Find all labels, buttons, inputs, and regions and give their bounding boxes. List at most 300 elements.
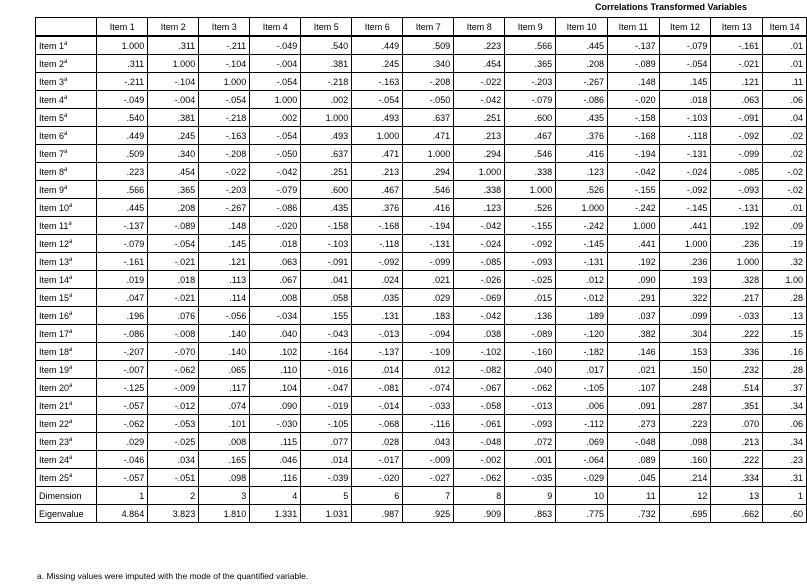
table-cell: -.203 <box>199 181 250 199</box>
table-cell: -.013 <box>505 397 556 415</box>
table-cell: .441 <box>659 217 711 235</box>
table-cell: -.054 <box>148 235 199 253</box>
row-label: Item 11 <box>39 220 69 231</box>
table-cell: -.208 <box>403 73 454 91</box>
table-cell: .909 <box>454 505 505 523</box>
table-cell: -.062 <box>454 469 505 487</box>
table-cell: .251 <box>301 163 352 181</box>
table-cell: 6 <box>352 487 403 505</box>
row-label: Item 6 <box>39 130 65 141</box>
table-cell: .145 <box>199 235 250 253</box>
table-cell: 7 <box>403 487 454 505</box>
column-header: Item 8 <box>454 18 505 37</box>
table-cell: -.016 <box>301 361 352 379</box>
table-cell: -.020 <box>352 469 403 487</box>
table-cell: .208 <box>148 199 199 217</box>
table-cell: .28 <box>763 289 807 307</box>
table-cell: .040 <box>505 361 556 379</box>
row-label: Item 9 <box>39 184 65 195</box>
table-cell: -.048 <box>607 433 659 451</box>
table-cell: .002 <box>250 109 301 127</box>
column-header: Item 7 <box>403 18 454 37</box>
table-cell: -.089 <box>607 55 659 73</box>
table-cell: -.012 <box>148 397 199 415</box>
table-cell: .123 <box>454 199 505 217</box>
table-cell: .001 <box>505 451 556 469</box>
table-cell: 1.00 <box>763 271 807 289</box>
table-cell: 1.000 <box>505 181 556 199</box>
table-cell: -.033 <box>403 397 454 415</box>
table-cell: .566 <box>505 36 556 55</box>
table-cell: -.103 <box>301 235 352 253</box>
row-header <box>36 235 97 253</box>
table-cell: -.074 <box>403 379 454 397</box>
table-cell: .471 <box>403 127 454 145</box>
table-cell: -.033 <box>711 307 763 325</box>
table-cell: -.057 <box>97 397 148 415</box>
table-cell: -.070 <box>148 343 199 361</box>
table-cell: .065 <box>199 361 250 379</box>
table-cell: -.163 <box>352 73 403 91</box>
table-cell: -.155 <box>505 217 556 235</box>
table-row <box>36 199 807 217</box>
footnote-marker: a <box>64 130 68 137</box>
table-cell: 9 <box>505 487 556 505</box>
table-cell: .15 <box>763 325 807 343</box>
table-cell: 4.864 <box>97 505 148 523</box>
table-cell: .294 <box>403 163 454 181</box>
table-cell: .018 <box>250 235 301 253</box>
table-cell: -.021 <box>148 289 199 307</box>
row-header <box>36 163 97 181</box>
table-cell: -.056 <box>199 307 250 325</box>
table-cell: -.027 <box>403 469 454 487</box>
row-label: Item 19 <box>39 364 70 375</box>
column-header: Item 12 <box>659 18 711 37</box>
table-cell: .11 <box>763 73 807 91</box>
row-header <box>36 505 97 523</box>
table-cell: -.099 <box>711 145 763 163</box>
table-cell: .150 <box>659 361 711 379</box>
footnote-marker: a <box>68 220 72 227</box>
table-cell: -.131 <box>711 199 763 217</box>
row-header <box>36 91 97 109</box>
row-header <box>36 199 97 217</box>
table-cell: -.079 <box>250 181 301 199</box>
table-cell: -.039 <box>301 469 352 487</box>
table-cell: .008 <box>199 433 250 451</box>
table-cell: -.081 <box>352 379 403 397</box>
table-cell: .107 <box>607 379 659 397</box>
table-cell: -.208 <box>199 145 250 163</box>
table-cell: 1.000 <box>454 163 505 181</box>
table-cell: -.267 <box>556 73 608 91</box>
header-row <box>36 18 807 37</box>
table-cell: -.020 <box>607 91 659 109</box>
table-cell: .34 <box>763 433 807 451</box>
table-cell: .493 <box>301 127 352 145</box>
table-cell: -.048 <box>454 433 505 451</box>
table-row <box>36 415 807 433</box>
table-cell: -.057 <box>97 469 148 487</box>
table-cell: -.007 <box>97 361 148 379</box>
table-cell: .232 <box>711 361 763 379</box>
footnote-marker: a <box>69 436 73 443</box>
footnote-marker: a <box>69 364 73 371</box>
table-cell: -.131 <box>403 235 454 253</box>
table-cell: .043 <box>403 433 454 451</box>
table-cell: .102 <box>250 343 301 361</box>
table-cell: .021 <box>607 361 659 379</box>
table-cell: -.137 <box>607 36 659 55</box>
table-cell: -.086 <box>556 91 608 109</box>
row-header <box>36 325 97 343</box>
table-cell: .334 <box>711 469 763 487</box>
table-cell: -.068 <box>352 415 403 433</box>
footnote-marker: a <box>64 148 68 155</box>
table-cell: -.024 <box>454 235 505 253</box>
table-cell: -.211 <box>97 73 148 91</box>
table-cell: -.102 <box>454 343 505 361</box>
table-cell: .006 <box>556 397 608 415</box>
table-cell: -.120 <box>556 325 608 343</box>
table-cell: .110 <box>250 361 301 379</box>
table-cell: .365 <box>148 181 199 199</box>
column-header: Item 6 <box>352 18 403 37</box>
table-cell: -.086 <box>250 199 301 217</box>
table-cell: .454 <box>148 163 199 181</box>
footnote-marker: a <box>69 382 73 389</box>
table-cell: -.062 <box>505 379 556 397</box>
table-cell: .160 <box>659 451 711 469</box>
table-cell: .223 <box>454 36 505 55</box>
row-header <box>36 433 97 451</box>
row-label: Item 20 <box>39 382 70 393</box>
table-cell: .416 <box>403 199 454 217</box>
table-cell: -.021 <box>148 253 199 271</box>
table-cell: .336 <box>711 343 763 361</box>
table-cell: -.131 <box>659 145 711 163</box>
table-cell: -.029 <box>556 469 608 487</box>
table-cell: -.145 <box>556 235 608 253</box>
row-header <box>36 145 97 163</box>
table-cell: 12 <box>659 487 711 505</box>
table-cell: 1.000 <box>556 199 608 217</box>
table-cell: -.164 <box>301 343 352 361</box>
footnote-marker: a <box>69 400 73 407</box>
table-cell: .131 <box>352 307 403 325</box>
table-cell: -.168 <box>607 127 659 145</box>
table-cell: .104 <box>250 379 301 397</box>
table-cell: .076 <box>148 307 199 325</box>
footnote-marker: a <box>64 184 68 191</box>
table-row <box>36 55 807 73</box>
row-label: Item 21 <box>39 400 70 411</box>
table-cell: .338 <box>505 163 556 181</box>
table-cell: -.064 <box>556 451 608 469</box>
table-cell: -.054 <box>250 73 301 91</box>
row-header <box>36 271 97 289</box>
table-cell: .351 <box>711 397 763 415</box>
table-body <box>36 36 807 523</box>
table-cell: -.004 <box>148 91 199 109</box>
table-cell: -.091 <box>301 253 352 271</box>
row-header <box>36 36 97 55</box>
table-cell: .018 <box>148 271 199 289</box>
table-cell: .467 <box>505 127 556 145</box>
table-cell: .01 <box>763 36 807 55</box>
table-cell: .06 <box>763 415 807 433</box>
table-cell: -.046 <box>97 451 148 469</box>
table-cell: .382 <box>607 325 659 343</box>
table-cell: -.194 <box>403 217 454 235</box>
table-row <box>36 361 807 379</box>
table-cell: .021 <box>403 271 454 289</box>
table-cell: -.161 <box>711 36 763 55</box>
table-cell: .540 <box>97 109 148 127</box>
row-header <box>36 181 97 199</box>
table-cell: .311 <box>148 36 199 55</box>
table-cell: .600 <box>301 181 352 199</box>
table-cell: 1.000 <box>711 253 763 271</box>
table-cell: .090 <box>607 271 659 289</box>
row-header <box>36 109 97 127</box>
table-cell: .015 <box>505 289 556 307</box>
table-row <box>36 91 807 109</box>
table-cell: 3 <box>199 487 250 505</box>
table-cell: -.105 <box>556 379 608 397</box>
table-cell: 1.000 <box>250 91 301 109</box>
table-cell: 1.810 <box>199 505 250 523</box>
table-cell: .223 <box>659 415 711 433</box>
table-cell: -.085 <box>454 253 505 271</box>
table-cell: .987 <box>352 505 403 523</box>
table-cell: .441 <box>607 235 659 253</box>
table-cell: -.017 <box>352 451 403 469</box>
table-cell: .070 <box>711 415 763 433</box>
footnote-marker: a <box>64 166 68 173</box>
table-cell: -.025 <box>148 433 199 451</box>
table-cell: .248 <box>659 379 711 397</box>
table-cell: -.058 <box>454 397 505 415</box>
footnote-marker: a <box>69 310 73 317</box>
table-cell: -.009 <box>403 451 454 469</box>
table-cell: .189 <box>556 307 608 325</box>
table-row <box>36 73 807 91</box>
table-cell: -.035 <box>505 469 556 487</box>
table-cell: .546 <box>403 181 454 199</box>
table-cell: .19 <box>763 235 807 253</box>
table-cell: .509 <box>403 36 454 55</box>
table-row <box>36 307 807 325</box>
table-row <box>36 145 807 163</box>
table-row <box>36 181 807 199</box>
table-cell: .273 <box>607 415 659 433</box>
table-cell: .165 <box>199 451 250 469</box>
table-cell: .208 <box>556 55 608 73</box>
table-cell: .121 <box>199 253 250 271</box>
table-cell: -.02 <box>763 181 807 199</box>
table-cell: .291 <box>607 289 659 307</box>
column-header: Item 3 <box>199 18 250 37</box>
table-cell: .449 <box>352 36 403 55</box>
table-cell: .091 <box>607 397 659 415</box>
table-cell: 1.000 <box>607 217 659 235</box>
table-cell: 1.031 <box>301 505 352 523</box>
table-cell: -.085 <box>711 163 763 181</box>
table-row <box>36 163 807 181</box>
table-row <box>36 343 807 361</box>
table-cell: .214 <box>659 469 711 487</box>
table-cell: .034 <box>148 451 199 469</box>
table-cell: .069 <box>556 433 608 451</box>
table-cell: .077 <box>301 433 352 451</box>
table-row <box>36 487 807 505</box>
table-cell: -.092 <box>352 253 403 271</box>
table-cell: .60 <box>763 505 807 523</box>
table-cell: .148 <box>607 73 659 91</box>
table-cell: .193 <box>659 271 711 289</box>
column-header: Item 4 <box>250 18 301 37</box>
table-cell: -.089 <box>148 217 199 235</box>
table-cell: -.137 <box>352 343 403 361</box>
table-cell: -.089 <box>505 325 556 343</box>
table-cell: -.025 <box>505 271 556 289</box>
table-cell: .365 <box>505 55 556 73</box>
table-cell: -.103 <box>659 109 711 127</box>
table-cell: -.218 <box>301 73 352 91</box>
table-cell: .416 <box>556 145 608 163</box>
row-label: Item 24 <box>39 454 70 465</box>
table-cell: -.050 <box>250 145 301 163</box>
table-cell: 1.000 <box>199 73 250 91</box>
table-cell: -.002 <box>454 451 505 469</box>
table-cell: .018 <box>659 91 711 109</box>
table-cell: 1 <box>763 487 807 505</box>
table-cell: .381 <box>148 109 199 127</box>
table-cell: -.093 <box>711 181 763 199</box>
row-header <box>36 487 97 505</box>
table-cell: .014 <box>352 361 403 379</box>
table-cell: -.242 <box>556 217 608 235</box>
table-cell: .213 <box>711 433 763 451</box>
table-cell: -.099 <box>403 253 454 271</box>
row-header <box>36 343 97 361</box>
table-cell: 1.000 <box>148 55 199 73</box>
table-cell: .526 <box>505 199 556 217</box>
table-cell: 3.823 <box>148 505 199 523</box>
table-cell: -.104 <box>199 55 250 73</box>
column-header: Item 1 <box>97 18 148 37</box>
table-cell: .32 <box>763 253 807 271</box>
column-header: Item 14 <box>763 18 807 37</box>
table-cell: .28 <box>763 361 807 379</box>
table-cell: .115 <box>250 433 301 451</box>
table-cell: -.086 <box>97 325 148 343</box>
row-label: Item 13 <box>39 256 70 267</box>
table-cell: -.024 <box>659 163 711 181</box>
table-cell: -.042 <box>454 217 505 235</box>
table-cell: -.051 <box>148 469 199 487</box>
table-cell: -.155 <box>607 181 659 199</box>
table-cell: .140 <box>199 325 250 343</box>
table-cell: -.118 <box>352 235 403 253</box>
table-cell: .153 <box>659 343 711 361</box>
table-cell: .02 <box>763 145 807 163</box>
table-cell: .294 <box>454 145 505 163</box>
table-cell: .925 <box>403 505 454 523</box>
table-row <box>36 451 807 469</box>
table-cell: 10 <box>556 487 608 505</box>
table-cell: -.079 <box>97 235 148 253</box>
footnote-marker: a <box>69 346 73 353</box>
table-cell: .02 <box>763 127 807 145</box>
table-cell: .192 <box>607 253 659 271</box>
table-cell: -.022 <box>199 163 250 181</box>
table-cell: .148 <box>199 217 250 235</box>
table-cell: .145 <box>659 73 711 91</box>
table-cell: .136 <box>505 307 556 325</box>
table-cell: -.020 <box>250 217 301 235</box>
row-label: Dimension <box>39 490 82 501</box>
row-label: Item 1 <box>39 40 65 51</box>
table-cell: .029 <box>403 289 454 307</box>
column-header: Item 13 <box>711 18 763 37</box>
table-cell: -.030 <box>250 415 301 433</box>
table-cell: .775 <box>556 505 608 523</box>
table-cell: 1.000 <box>97 36 148 55</box>
footnote-marker: a <box>69 454 73 461</box>
table-cell: -.043 <box>301 325 352 343</box>
table-cell: .34 <box>763 397 807 415</box>
table-cell: 13 <box>711 487 763 505</box>
table-cell: .467 <box>352 181 403 199</box>
table-cell: .101 <box>199 415 250 433</box>
table-cell: .012 <box>403 361 454 379</box>
table-cell: .381 <box>301 55 352 73</box>
table-cell: .213 <box>352 163 403 181</box>
footnote-marker: a <box>69 238 73 245</box>
table-cell: -.079 <box>505 91 556 109</box>
table-cell: -.02 <box>763 163 807 181</box>
column-header: Item 11 <box>607 18 659 37</box>
table-cell: -.009 <box>148 379 199 397</box>
table-cell: .37 <box>763 379 807 397</box>
table-cell: .072 <box>505 433 556 451</box>
table-row <box>36 36 807 55</box>
table-cell: -.054 <box>199 91 250 109</box>
table-cell: .222 <box>711 451 763 469</box>
table-cell: -.092 <box>711 127 763 145</box>
row-header <box>36 361 97 379</box>
table-cell: .019 <box>97 271 148 289</box>
table-title: Correlations Transformed Variables <box>595 2 748 12</box>
table-cell: .23 <box>763 451 807 469</box>
table-cell: .863 <box>505 505 556 523</box>
row-label: Item 10 <box>39 202 70 213</box>
table-cell: -.137 <box>97 217 148 235</box>
table-cell: .017 <box>556 361 608 379</box>
table-cell: .454 <box>454 55 505 73</box>
table-cell: .012 <box>556 271 608 289</box>
table-cell: -.062 <box>97 415 148 433</box>
footnote-marker: a <box>69 274 73 281</box>
table-cell: .014 <box>301 451 352 469</box>
table-cell: .16 <box>763 343 807 361</box>
table-cell: 1 <box>97 487 148 505</box>
table-cell: .566 <box>97 181 148 199</box>
table-cell: -.062 <box>148 361 199 379</box>
